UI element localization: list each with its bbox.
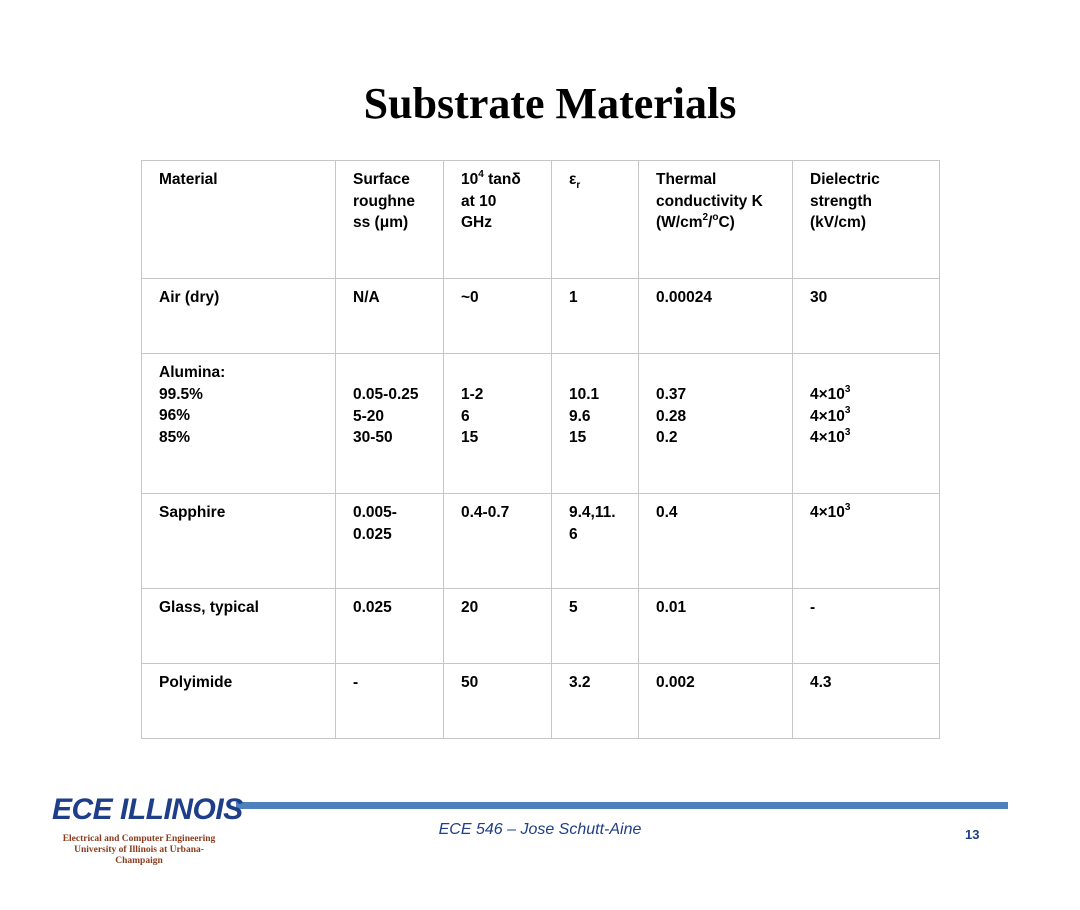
cell-roughness: 0.025 — [336, 589, 444, 664]
cell-tand: 1-2 6 15 — [444, 354, 552, 494]
cell-roughness: - — [336, 664, 444, 739]
header-surface-roughness: Surface roughne ss (μm) — [336, 161, 444, 279]
cell-dielectric: $4\times 10^3$ $4\times 10^3$ $4\times 10^3$ — [793, 354, 940, 494]
substrate-materials-table — [141, 160, 940, 739]
cell-tand: ~0 — [444, 279, 552, 354]
header-thermal-conductivity: Thermal conductivity K $(W/cm^2/^oC)$ — [639, 161, 793, 279]
cell-material: Air (dry) — [142, 279, 336, 354]
logo-subtitle — [54, 834, 224, 867]
header-loss-tangent: $10^4$ tanδ at 10 GHz — [444, 161, 552, 279]
cell-tand: 0.4-0.7 — [444, 494, 552, 589]
cell-er: 1 — [552, 279, 639, 354]
table-row — [142, 354, 940, 494]
table-row — [142, 589, 940, 664]
cell-material: Sapphire — [142, 494, 336, 589]
footer-course-text: ECE 546 – Jose Schutt-Aine — [438, 821, 642, 838]
table-header-row — [142, 161, 940, 279]
cell-thermal: 0.01 — [639, 589, 793, 664]
logo-subtitle-line1: Electrical and Computer Engineering — [62, 834, 216, 844]
cell-roughness: 0.005- 0.025 — [336, 494, 444, 589]
cell-dielectric: 4.3 — [793, 664, 940, 739]
header-permittivity: $\varepsilon_r$ — [552, 161, 639, 279]
cell-material: Glass, typical — [142, 589, 336, 664]
header-dielectric-strength: Dielectric strength (kV/cm) — [793, 161, 940, 279]
table-row — [142, 664, 940, 739]
cell-tand: 50 — [444, 664, 552, 739]
cell-material: Alumina: 99.5% 96% 85% — [142, 354, 336, 494]
cell-material: Polyimide — [142, 664, 336, 739]
cell-er: 3.2 — [552, 664, 639, 739]
cell-dielectric: 30 — [793, 279, 940, 354]
cell-er: 9.4,11. 6 — [552, 494, 639, 589]
header-material: Material — [142, 161, 336, 279]
cell-dielectric: $4\times 10^3$ — [793, 494, 940, 589]
footer-divider-bar — [236, 802, 1008, 809]
cell-thermal: 0.00024 — [639, 279, 793, 354]
cell-er: 10.1 9.6 15 — [552, 354, 639, 494]
cell-thermal: 0.4 — [639, 494, 793, 589]
logo-subtitle-line2: University of Illinois at Urbana-Champaign — [74, 845, 204, 866]
cell-thermal: 0.002 — [639, 664, 793, 739]
cell-roughness: 0.05-0.25 5-20 30-50 — [336, 354, 444, 494]
table-row — [142, 279, 940, 354]
cell-er: 5 — [552, 589, 639, 664]
cell-dielectric: - — [793, 589, 940, 664]
cell-thermal: 0.37 0.28 0.2 — [639, 354, 793, 494]
slide-title: Substrate Materials — [363, 79, 737, 128]
cell-tand: 20 — [444, 589, 552, 664]
page-number: 13 — [965, 827, 980, 842]
ece-illinois-logo: ECE ILLINOIS — [52, 793, 243, 826]
cell-roughness: N/A — [336, 279, 444, 354]
table-row — [142, 494, 940, 589]
